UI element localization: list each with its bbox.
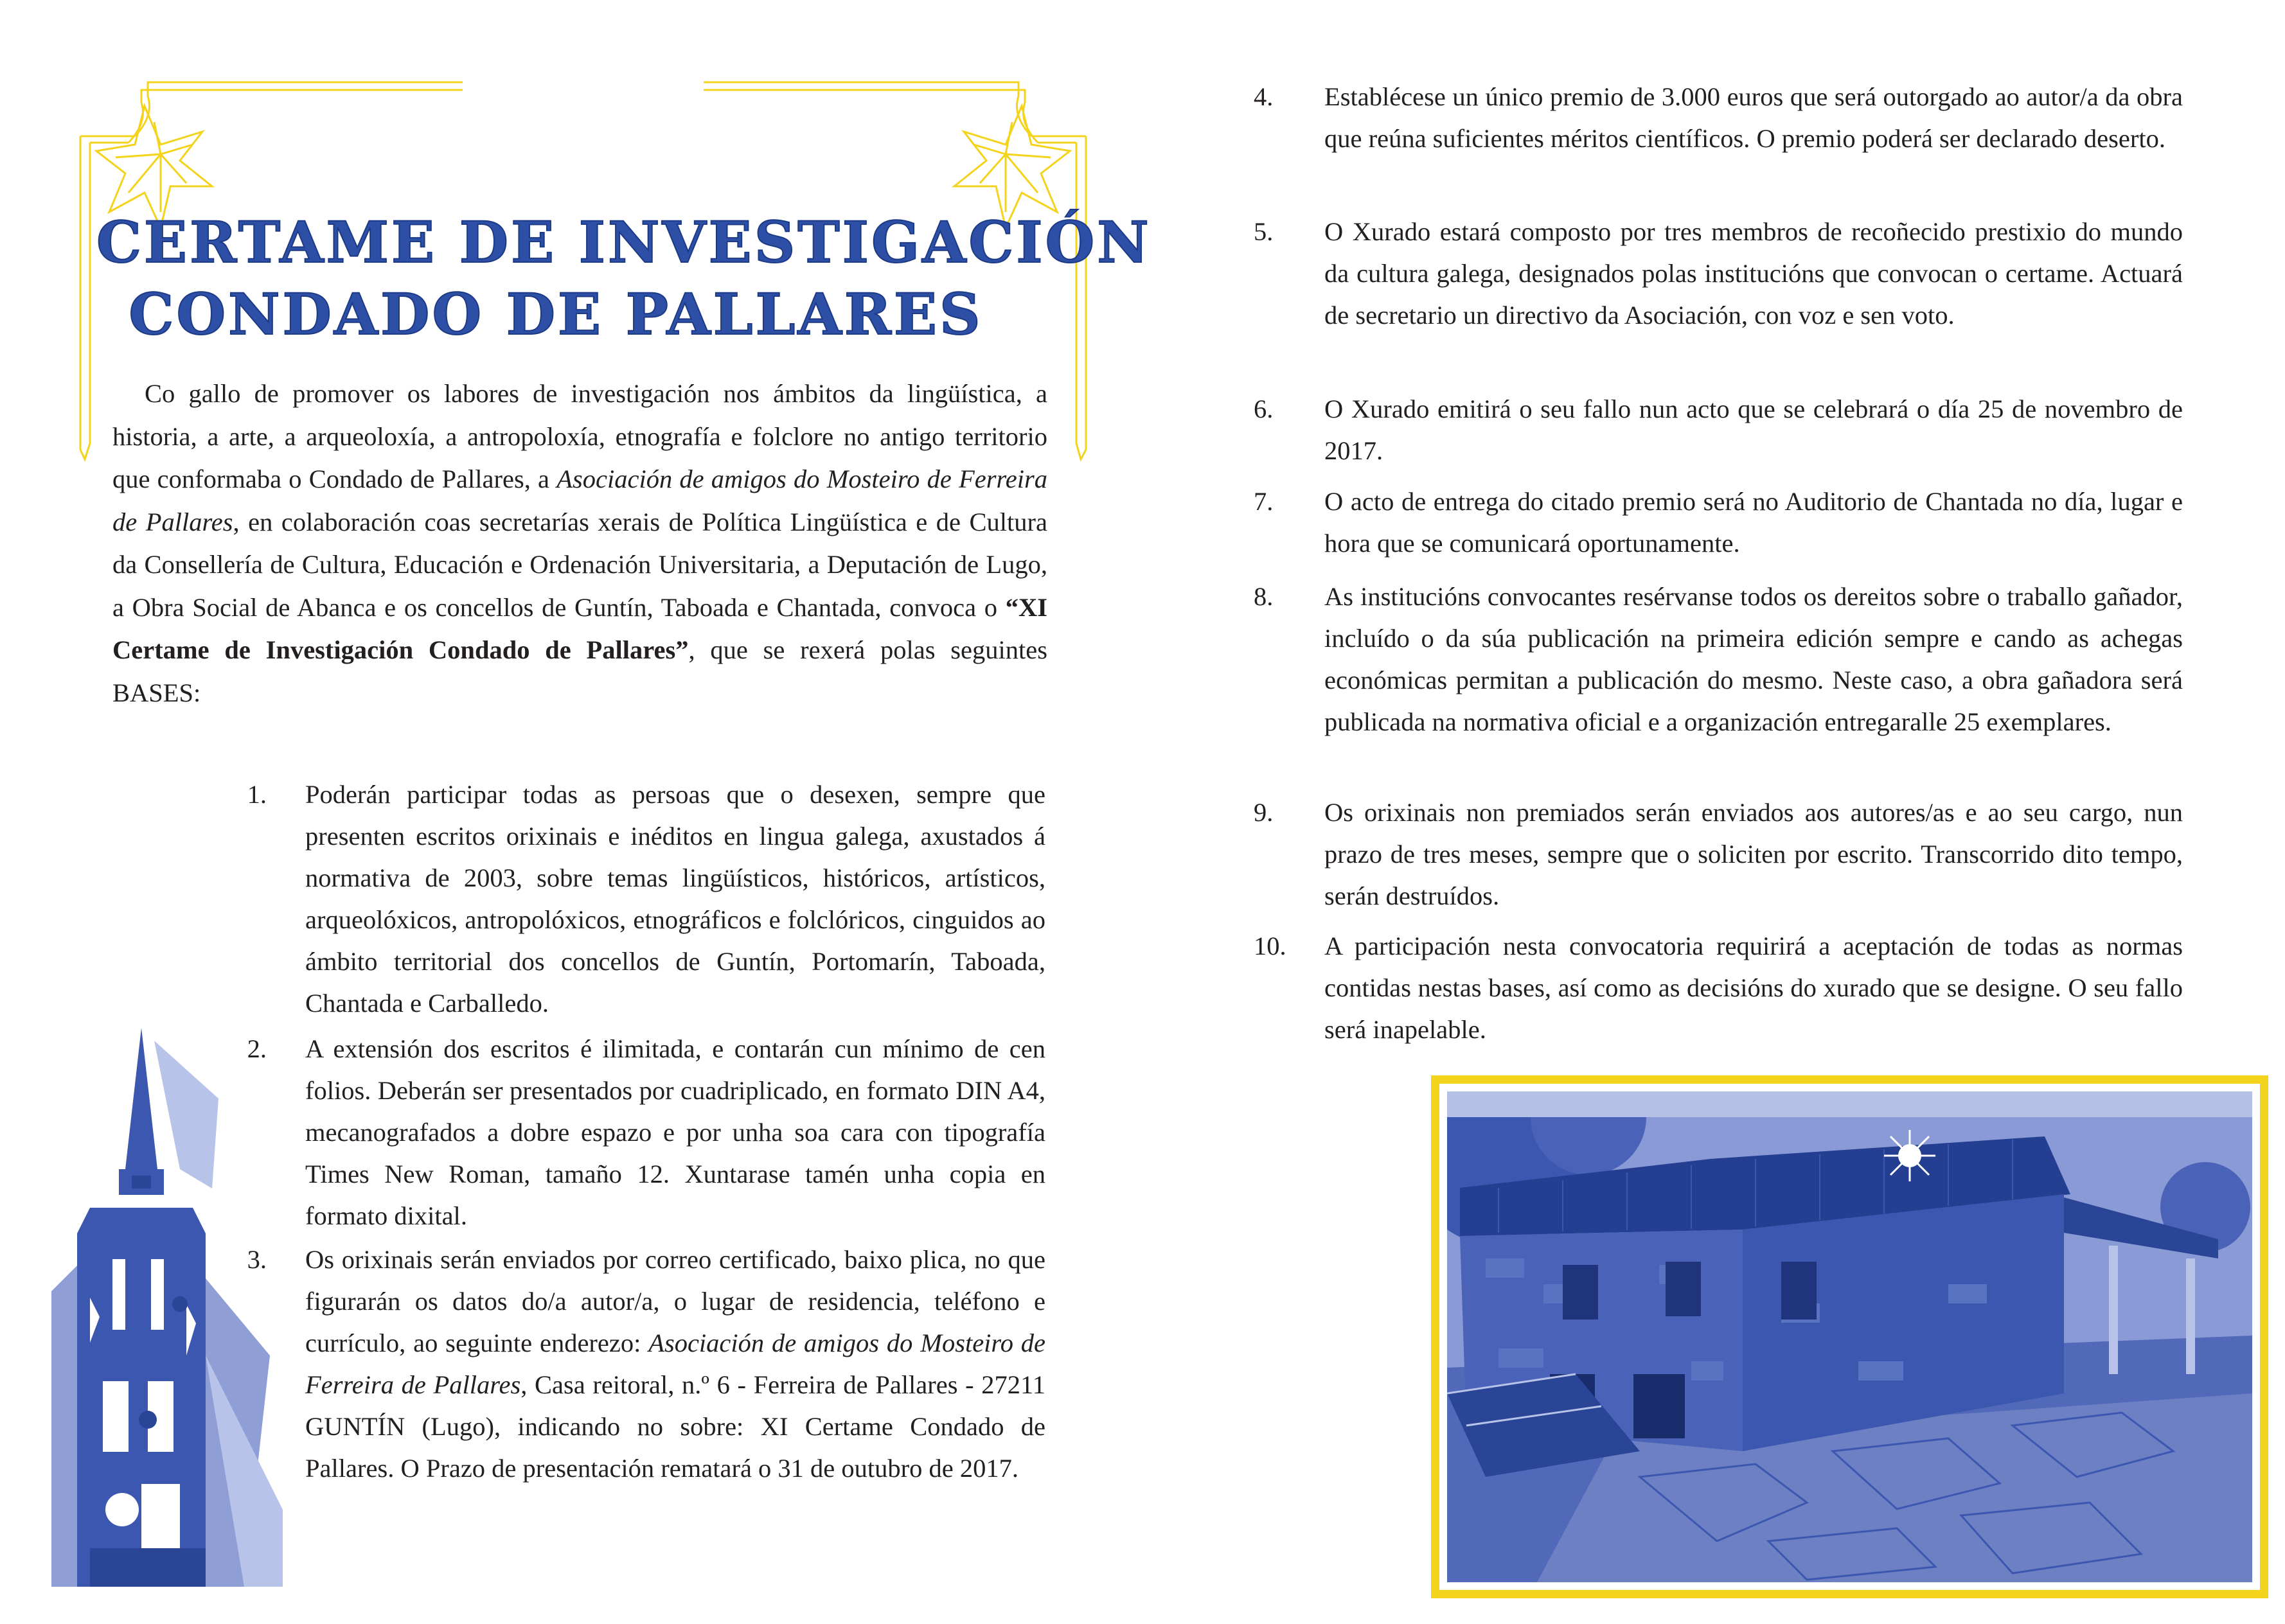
base-item-2: 2. A extensión dos escritos é ilimitada, e contarán cun mínimo de cen folios. Deberán ser presentados por cuadriplicado, en formato DIN A4, mecanografados a dobre espazo e por unha soa cara con tipografía Times New Roman, tamaño 12. Xuntarase tamén unha copia en formato dixital. — [247, 1034, 1045, 1230]
base-item-8: 8. As institucións convocantes resérvanse todos os dereitos sobre o traballo gañador, incluído o da súa publicación na primeira edición sempre e cando as achegas económicas permitan a publicación do mesmo. Neste caso, a obra gañadora será publicada na normativa oficial e a organización entregaralle 25 exemplares. — [1254, 582, 2183, 736]
base-item-4: 4. Establécese un único premio de 3.000 euros que será outorgado ao autor/a da obra que reúna suficientes méritos científicos. O premio poderá ser declarado deserto. — [1254, 82, 2183, 153]
base-item-9: 9. Os orixinais non premiados serán enviados aos autores/as e ao seu cargo, nun prazo de tres meses, sempre que o soliciten por escrito. Transcorrido dito tempo, serán destruídos. — [1254, 798, 2183, 910]
base-item-7: 7. O acto de entrega do citado premio será no Auditorio de Chantada no día, lugar e hora que se comunicará oportunamente. — [1254, 487, 2183, 558]
page-title-line1: CERTAME DE INVESTIGACIÓN — [96, 209, 1151, 276]
base-item-1: 1. Poderán participar todas as persoas que o desexen, sempre que presenten escritos orixinais e inéditos en lingua galega, axustados á normativa de 2003, sobre temas lingüísticos, históricos, artísticos, arqueolóxicos, antropolóxicos, etnográficos e folclóricos, cinguidos ao ámbito territorial dos concellos de Guntín, Portomarín, Taboada, Chantada e Carballedo. — [247, 780, 1045, 1018]
base-item-6: 6. O Xurado emitirá o seu fallo nun acto que se celebrará o día 25 de novembro de 2017. — [1254, 394, 2183, 465]
page-title-line2: CONDADO DE PALLARES — [129, 281, 983, 348]
mill-photo — [1447, 1091, 2252, 1582]
base-item-3: 3. Os orixinais serán enviados por correo certificado, baixo plica, no que figurarán os datos do/a autor/a, o lugar de residencia, teléfono e currículo, ao seguinte enderezo: Asociación de amigos do Mosteiro de Ferreira de Pallares, Casa reitoral, n.º 6 - Ferreira de Pallares - 27211 GUNTÍN (Lugo), indicando no sobre: XI Certame Condado de Pallares. O Prazo de presentación rematará o 31 de outubro de 2017. — [247, 1245, 1046, 1483]
base-item-10: 10. A participación nesta convocatoria requirirá a aceptación de todas as normas contidas nestas bases, así como as decisións do xurado que se designe. O seu fallo será inapelable. — [1254, 931, 2183, 1044]
base-item-5: 5. O Xurado estará composto por tres membros de recoñecido prestixio do mundo da cultura galega, designados polas institucións que convocan o certame. Actuará de secretario un directivo da Asociación, con voz e sen voto. — [1254, 217, 2183, 330]
church-tower-illustration — [51, 1021, 283, 1587]
mill-photo-frame — [1431, 1075, 2268, 1598]
intro-paragraph: Co gallo de promover os labores de investigación nos ámbitos da lingüística, a historia, a arte, a arqueoloxía, a antropoloxía, etnografía e folclore no antigo territorio que conformaba o Condado de Pallares, a Asociación de amigos do Mosteiro de Ferreira de Pallares, en colaboración coas secretarías xerais de Política Lingüística e de Cultura da Consellería de Cultura, Educación e Ordenación Universitaria, a Deputación de Lugo, a Obra Social de Abanca e os concellos de Guntín, Taboada e Chantada, convoca o “XI Certame de Investigación Condado de Pallares”, que se rexerá polas seguintes BASES: — [112, 379, 1047, 707]
